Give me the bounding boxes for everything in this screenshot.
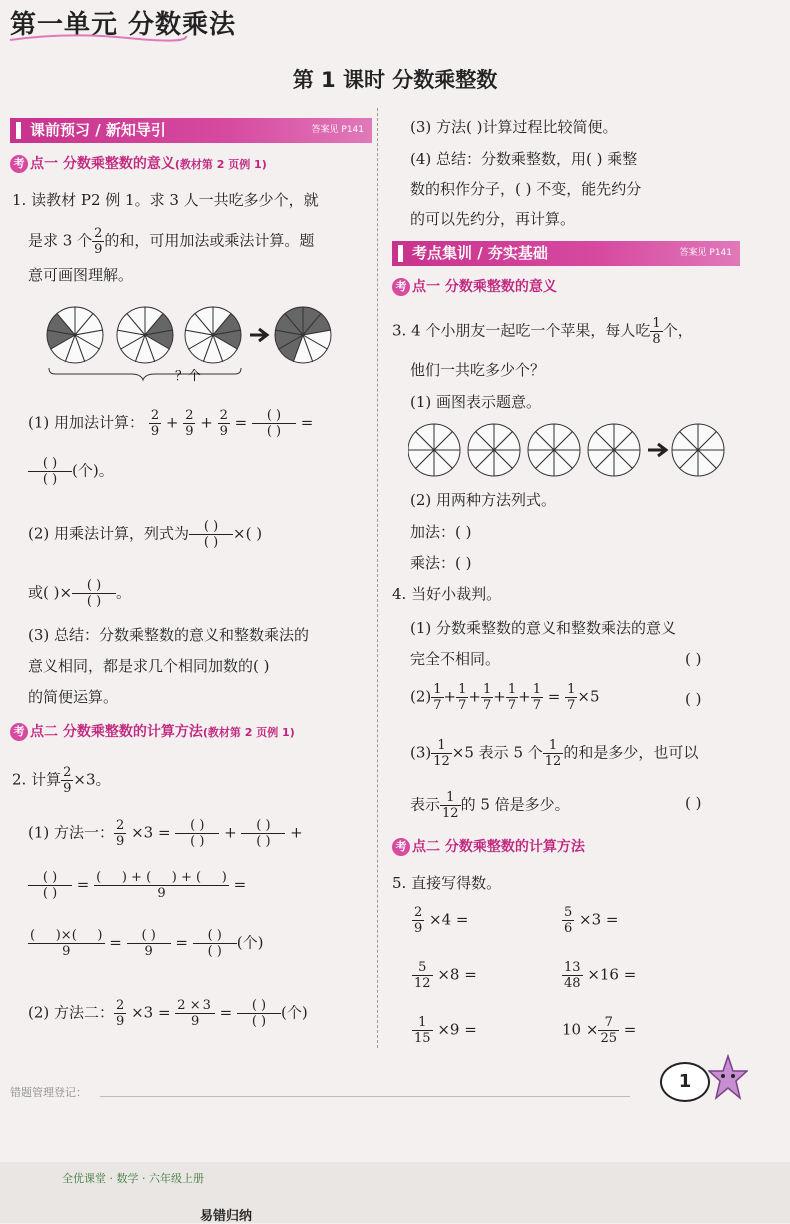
knowledge-point-r2: 考 点二 分数乘整数的计算方法: [392, 836, 585, 856]
calc-item: 10 × $\frac{7}{25}$ =: [562, 1015, 637, 1046]
knowledge-point-2: 考 点二 分数乘整数的计算方法(教材第 2 页例 1): [10, 721, 295, 741]
judge1-answer[interactable]: ( ): [685, 650, 702, 668]
q1-line1: 1. 读教材 P2 例 1。求 3 人一共吃多少个，就: [12, 191, 319, 209]
judge1-line1: (1) 分数乘整数的意义和整数乘法的意义: [410, 619, 677, 637]
unit-title: 第一单元 分数乘法: [10, 10, 237, 40]
p1-addition: (1) 用加法计算： $\frac{2}{9}$ + $\frac{2}{9}$ + $\frac{2}{9}$ = ( ) ( ) =: [28, 408, 314, 439]
method1-line3: ( )×( ) 9 = ( ) 9 = ( ) ( ) (个): [30, 928, 264, 959]
q2-stem: 2. 计算 $\frac{2}{9}$ ×3。: [12, 765, 111, 796]
judge3-line2: 表示 $\frac{1}{12}$ 的 5 倍是多少。: [410, 790, 570, 821]
star-mascot-icon: [708, 1054, 748, 1104]
p2-multiply: (2) 用乘法计算，列式为 ( ) ( ) ×( ): [28, 519, 263, 550]
knowledge-point-r1: 考 点一 分数乘整数的意义: [392, 276, 557, 296]
fraction-circles-figure: [45, 300, 345, 382]
arrow-icon: [648, 444, 666, 456]
method1-line1: (1) 方法一： $\frac{2}{9}$ ×3 = ( ) ( ) + ( ) ( ) +: [28, 818, 303, 849]
ninths-circle-result: [275, 307, 331, 363]
knowledge-point-1: 考 点一 分数乘整数的意义(教材第 2 页例 1): [10, 153, 267, 173]
judge2-answer[interactable]: ( ): [685, 690, 702, 708]
q5-stem: 5. 直接写得数。: [392, 874, 502, 892]
eighths-circle: [408, 424, 460, 476]
method2-line: (2) 方法二： $\frac{2}{9}$ ×3 = $\frac{2 \times 3}{9}$ = ( ) ( ) (个): [28, 998, 308, 1029]
multiplication-input[interactable]: 乘法：( ): [410, 554, 472, 572]
page-number: 1: [660, 1062, 710, 1102]
judge1-line2: 完全不相同。: [410, 650, 501, 668]
q3-line2: 他们一共吃多少个？: [410, 361, 546, 379]
register-line: [100, 1096, 630, 1097]
calc-item: $\frac{5}{12}$ ×8 =: [414, 960, 477, 991]
lesson-title: 第 1 课时 分数乘整数: [292, 68, 498, 92]
calc-item: $\frac{1}{15}$ ×9 =: [414, 1015, 477, 1046]
brand-line: 全优课堂 · 数学 · 六年级上册: [62, 1172, 204, 1185]
brace-icon: [49, 368, 241, 380]
ninths-circle: [117, 307, 173, 363]
p2-alt: 或( )× ( ) ( ) 。: [28, 578, 132, 609]
total-question-label: ？个: [175, 369, 202, 382]
q3-two-methods: (2) 用两种方法列式。: [410, 491, 557, 509]
calc-item: $\frac{13}{48}$ ×16 =: [564, 960, 637, 991]
ninths-circle: [47, 307, 103, 363]
eighths-circle: [528, 424, 580, 476]
q1-line3: 意可画图理解。: [28, 266, 134, 284]
eighths-circle-result: [672, 424, 724, 476]
judge3-line1: (3) $\frac{1}{12}$ ×5 表示 5 个 $\frac{1}{12}$ 的和是多少，也可以: [410, 738, 699, 769]
error-register-label: 错题管理登记：: [10, 1086, 87, 1099]
judge3-answer[interactable]: ( ): [685, 794, 702, 812]
method1-line2: ( ) ( ) = ( ) + ( ) + ( ) 9 =: [28, 870, 246, 901]
column-divider: [377, 108, 378, 1048]
eighths-circle: [468, 424, 520, 476]
addition-input[interactable]: 加法：( ): [410, 523, 472, 541]
q4-stem: 4. 当好小裁判。: [392, 585, 502, 603]
eighths-circle: [588, 424, 640, 476]
q3-line1: 3. 4 个小朋友一起吃一个苹果，每人吃 $\frac{1}{8}$ 个，: [392, 316, 693, 347]
p3-line2: 意义相同，都是求几个相同加数的( ): [28, 657, 270, 675]
p1-result: ( ) ( ) (个)。: [28, 456, 114, 487]
r-line3: 数的积作分子，( ) 不变，能先约分: [410, 180, 642, 198]
title-underline-decoration: [8, 30, 188, 44]
preview-banner: 课前预习 / 新知导引 答案见 P141: [10, 118, 372, 143]
eighths-circles-figure: [408, 420, 728, 480]
q1-line2: 是求 3 个 $\frac{2}{9}$ 的和，可用加法或乘法计算。题: [28, 226, 315, 257]
judge2: (2) $\frac{1}{7}$ + $\frac{1}{7}$ + $\frac{1}{7}$ + $\frac{1}{7}$ + $\frac{1}{7}$ = $\frac{1}{7}$ ×5: [410, 682, 600, 713]
r-line1: (3) 方法( )计算过程比较简便。: [410, 118, 618, 136]
calc-item: $\frac{2}{9}$ ×4 =: [414, 905, 469, 936]
calc-item: $\frac{5}{6}$ ×3 =: [564, 905, 619, 936]
answer-ref-2: 答案见 P141: [679, 248, 732, 258]
p3-line1: (3) 总结：分数乘整数的意义和整数乘法的: [28, 626, 310, 644]
ninths-circle: [185, 307, 241, 363]
r-line4: 的可以先约分，再计算。: [410, 210, 576, 228]
arrow-icon: [250, 329, 267, 341]
q3-line3: (1) 画图表示题意。: [410, 393, 542, 411]
practice-banner: 考点集训 / 夯实基础 答案见 P141: [392, 241, 740, 266]
p3-line3: 的简便运算。: [28, 688, 119, 706]
bottom-heading: 易错归纳: [200, 1209, 253, 1224]
r-line2: (4) 总结：分数乘整数，用( ) 乘整: [410, 150, 638, 168]
answer-ref: 答案见 P141: [311, 125, 364, 135]
